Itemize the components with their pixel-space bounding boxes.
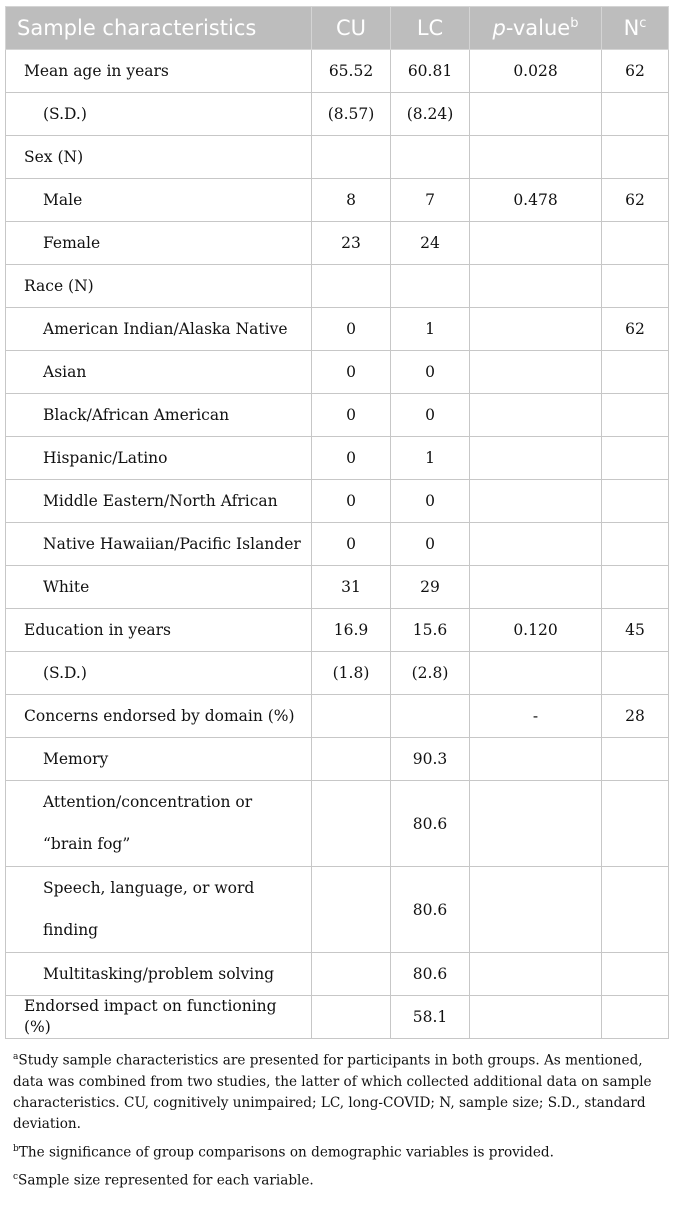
row-label: Black/African American bbox=[6, 394, 312, 437]
footnote-text: The significance of group comparisons on demographic variables is provided. bbox=[18, 1144, 554, 1161]
lc-value: 60.81 bbox=[391, 50, 470, 93]
p-value bbox=[470, 308, 602, 351]
footnote-text: Sample size represented for each variable. bbox=[18, 1172, 314, 1189]
cu-value bbox=[312, 867, 391, 953]
table-row bbox=[6, 437, 669, 480]
table-row bbox=[6, 566, 669, 609]
lc-value bbox=[391, 265, 470, 308]
header-n-text: N bbox=[623, 16, 640, 40]
header-sample-characteristics: Sample characteristics bbox=[6, 7, 312, 50]
lc-value: 58.1 bbox=[391, 996, 470, 1039]
lc-value: 0 bbox=[391, 480, 470, 523]
cu-value: (8.57) bbox=[312, 93, 391, 136]
cu-value: 65.52 bbox=[312, 50, 391, 93]
table-row bbox=[6, 93, 669, 136]
p-value: - bbox=[470, 695, 602, 738]
n-value bbox=[602, 93, 669, 136]
p-value bbox=[470, 867, 602, 953]
n-value bbox=[602, 867, 669, 953]
row-label: Middle Eastern/North African bbox=[6, 480, 312, 523]
cu-value bbox=[312, 738, 391, 781]
p-value bbox=[470, 566, 602, 609]
row-label: Sex (N) bbox=[6, 136, 312, 179]
header-cu: CU bbox=[312, 7, 391, 50]
p-value bbox=[470, 265, 602, 308]
table-row bbox=[6, 609, 669, 652]
lc-value bbox=[391, 695, 470, 738]
n-value bbox=[602, 781, 669, 867]
p-value bbox=[470, 437, 602, 480]
n-value: 62 bbox=[602, 50, 669, 93]
footnote-c bbox=[13, 1167, 668, 1192]
table-row bbox=[6, 867, 669, 953]
footnote-a bbox=[13, 1047, 668, 1135]
footnote-mark: c bbox=[13, 1172, 19, 1183]
p-value bbox=[470, 480, 602, 523]
table-row bbox=[6, 265, 669, 308]
lc-value: 1 bbox=[391, 308, 470, 351]
lc-value: 7 bbox=[391, 179, 470, 222]
n-value bbox=[602, 265, 669, 308]
row-label: (S.D.) bbox=[6, 652, 312, 695]
cu-value: 0 bbox=[312, 480, 391, 523]
lc-value: 0 bbox=[391, 394, 470, 437]
p-value bbox=[470, 93, 602, 136]
p-value: 0.028 bbox=[470, 50, 602, 93]
footnote-text: Study sample characteristics are presented for participants in both groups. As mentioned, data was combined from two studies, the latter of which collected additional data on sample characteristics. CU, cognitively unimpaired; LC, long-COVID; N, sample size; S.D., standard deviation. bbox=[13, 1052, 652, 1132]
n-value bbox=[602, 953, 669, 996]
n-value bbox=[602, 351, 669, 394]
lc-value: 1 bbox=[391, 437, 470, 480]
row-label: Mean age in years bbox=[6, 50, 312, 93]
n-value: 28 bbox=[602, 695, 669, 738]
row-label: Female bbox=[6, 222, 312, 265]
footnote-mark: a bbox=[13, 1052, 19, 1062]
table-row bbox=[6, 996, 669, 1039]
p-value bbox=[470, 738, 602, 781]
cu-value: 0 bbox=[312, 351, 391, 394]
row-label: Endorsed impact on functioning (%) bbox=[6, 996, 312, 1039]
table-row bbox=[6, 50, 669, 93]
lc-value: 80.6 bbox=[391, 867, 470, 953]
table-row bbox=[6, 781, 669, 867]
n-value: 45 bbox=[602, 609, 669, 652]
lc-value: 80.6 bbox=[391, 953, 470, 996]
cu-value: 16.9 bbox=[312, 609, 391, 652]
cu-value bbox=[312, 953, 391, 996]
table-row bbox=[6, 308, 669, 351]
row-label: Multitasking/problem solving bbox=[6, 953, 312, 996]
p-value: 0.478 bbox=[470, 179, 602, 222]
lc-value: 29 bbox=[391, 566, 470, 609]
lc-value: 24 bbox=[391, 222, 470, 265]
cu-value bbox=[312, 695, 391, 738]
cu-value bbox=[312, 781, 391, 867]
header-p-footnote-mark: b bbox=[570, 16, 579, 31]
row-label: Male bbox=[6, 179, 312, 222]
footnote-b bbox=[13, 1139, 668, 1164]
lc-value: (8.24) bbox=[391, 93, 470, 136]
cu-value: 31 bbox=[312, 566, 391, 609]
header-p-value bbox=[470, 7, 602, 50]
table-row bbox=[6, 480, 669, 523]
cu-value: 0 bbox=[312, 437, 391, 480]
table-row bbox=[6, 351, 669, 394]
p-value bbox=[470, 996, 602, 1039]
row-label: Education in years bbox=[6, 609, 312, 652]
lc-value: 90.3 bbox=[391, 738, 470, 781]
cu-value: 8 bbox=[312, 179, 391, 222]
lc-value: 80.6 bbox=[391, 781, 470, 867]
p-value bbox=[470, 523, 602, 566]
table-row bbox=[6, 523, 669, 566]
n-value: 62 bbox=[602, 179, 669, 222]
p-value bbox=[470, 394, 602, 437]
header-n-footnote-mark: c bbox=[639, 16, 647, 31]
table-row bbox=[6, 179, 669, 222]
table-row bbox=[6, 394, 669, 437]
header-n bbox=[602, 7, 669, 50]
cu-value: 0 bbox=[312, 394, 391, 437]
n-value bbox=[602, 652, 669, 695]
table-header-row bbox=[6, 7, 669, 50]
lc-value: 0 bbox=[391, 523, 470, 566]
footnote-mark: b bbox=[13, 1143, 19, 1154]
lc-value bbox=[391, 136, 470, 179]
cu-value: 23 bbox=[312, 222, 391, 265]
table-row bbox=[6, 695, 669, 738]
cu-value bbox=[312, 996, 391, 1039]
n-value bbox=[602, 738, 669, 781]
table-row bbox=[6, 136, 669, 179]
p-value bbox=[470, 953, 602, 996]
n-value bbox=[602, 437, 669, 480]
cu-value: 0 bbox=[312, 523, 391, 566]
p-value bbox=[470, 136, 602, 179]
row-label: Memory bbox=[6, 738, 312, 781]
table-footnotes bbox=[5, 1047, 668, 1192]
n-value bbox=[602, 222, 669, 265]
n-value bbox=[602, 480, 669, 523]
row-label: Asian bbox=[6, 351, 312, 394]
row-label: Hispanic/Latino bbox=[6, 437, 312, 480]
p-value: 0.120 bbox=[470, 609, 602, 652]
header-p-italic: p bbox=[492, 16, 506, 40]
table-row bbox=[6, 738, 669, 781]
sample-characteristics-table bbox=[5, 6, 669, 1039]
row-label: Native Hawaiian/Pacific Islander bbox=[6, 523, 312, 566]
row-label: Attention/concentration or “brain fog” bbox=[6, 781, 312, 867]
p-value bbox=[470, 781, 602, 867]
row-label: Concerns endorsed by domain (%) bbox=[6, 695, 312, 738]
row-label: White bbox=[6, 566, 312, 609]
p-value bbox=[470, 652, 602, 695]
table-row bbox=[6, 953, 669, 996]
n-value bbox=[602, 523, 669, 566]
row-label: (S.D.) bbox=[6, 93, 312, 136]
sample-characteristics-table-container bbox=[5, 6, 668, 1196]
cu-value bbox=[312, 265, 391, 308]
n-value: 62 bbox=[602, 308, 669, 351]
cu-value: 0 bbox=[312, 308, 391, 351]
cu-value: (1.8) bbox=[312, 652, 391, 695]
row-label: Speech, language, or word finding bbox=[6, 867, 312, 953]
row-label: American Indian/Alaska Native bbox=[6, 308, 312, 351]
table-row bbox=[6, 652, 669, 695]
table-row bbox=[6, 222, 669, 265]
n-value bbox=[602, 136, 669, 179]
lc-value: 0 bbox=[391, 351, 470, 394]
p-value bbox=[470, 351, 602, 394]
header-lc: LC bbox=[391, 7, 470, 50]
p-value bbox=[470, 222, 602, 265]
n-value bbox=[602, 566, 669, 609]
row-label: Race (N) bbox=[6, 265, 312, 308]
header-p-rest: -value bbox=[505, 16, 571, 40]
n-value bbox=[602, 996, 669, 1039]
cu-value bbox=[312, 136, 391, 179]
lc-value: 15.6 bbox=[391, 609, 470, 652]
lc-value: (2.8) bbox=[391, 652, 470, 695]
n-value bbox=[602, 394, 669, 437]
